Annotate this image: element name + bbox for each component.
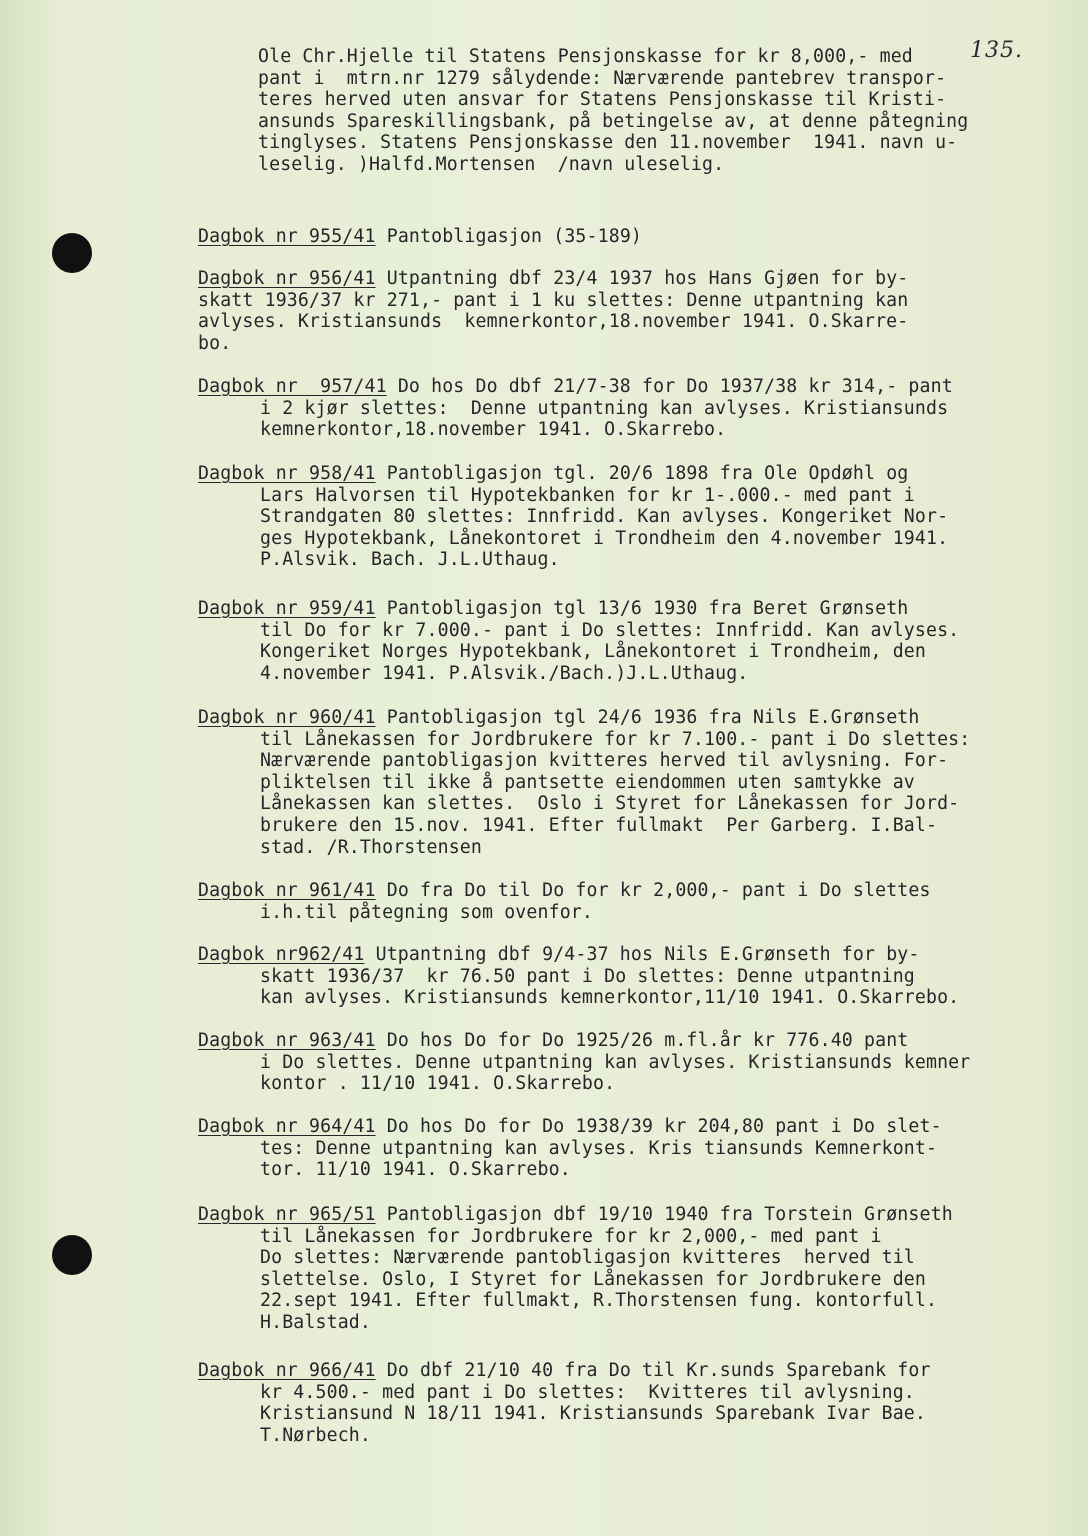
entry-line: tinglyses. Statens Pensjonskasse den 11.november 1941. navn u-: [258, 132, 958, 154]
entry-959: [198, 598, 1078, 684]
entry-962: [198, 944, 1078, 1009]
entry-line: T.Nørbech.: [260, 1424, 371, 1446]
entry-957: [198, 376, 1078, 441]
entry-line: kontor . 11/10 1941. O.Skarrebo.: [260, 1073, 616, 1095]
entry-line: skatt 1936/37 kr 271,- pant i 1 ku slettes: Denne utpantning kan: [198, 289, 909, 311]
entry-line: kan avlyses. Kristiansunds kemnerkontor,11/10 1941. O.Skarrebo.: [260, 987, 960, 1009]
punch-hole-top: [52, 233, 92, 273]
entry-965: [198, 1204, 1078, 1334]
entry-label: Dagbok nr 957/41: [198, 376, 387, 397]
entry-line: tor. 11/10 1941. O.Skarrebo.: [260, 1159, 571, 1181]
entry-line: Do slettes: Nærværende pantobligasjon kvitteres herved til: [260, 1247, 915, 1269]
entry-line: Utpantning dbf 23/4 1937 hos Hans Gjøen for by-: [386, 268, 909, 289]
entry-line: Do fra Do til Do for kr 2,000,- pant i Do slettes: [386, 880, 931, 901]
entry-label: Dagbok nr962/41: [198, 944, 365, 965]
entry-line: pliktelsen til ikke å pantsette eiendommen uten samtykke av: [260, 771, 915, 793]
entry-line: teres herved uten ansvar for Statens Pensjonskasse til Kristi-: [258, 89, 947, 111]
entry-label: Dagbok nr 963/41: [198, 1030, 376, 1051]
entry-line: stad. /R.Thorstensen: [260, 836, 482, 858]
entry-line: til Lånekassen for Jordbrukere for kr 2,000,- med pant i: [260, 1225, 882, 1247]
entry-line: bo.: [198, 332, 232, 354]
entry-line: 4.november 1941. P.Alsvik./Bach.)J.L.Uthaug.: [260, 662, 749, 684]
entry-line: skatt 1936/37 kr 76.50 pant i Do slettes: Denne utpantning: [260, 965, 915, 987]
entry-line: ges Hypotekbank, Lånekontoret i Trondheim den 4.november 1941.: [260, 527, 949, 549]
entry-label: Dagbok nr 966/41: [198, 1360, 376, 1381]
entry-line: Do hos Do for Do 1938/39 kr 204,80 pant i Do slet-: [386, 1116, 942, 1137]
entry-960: [198, 707, 1078, 858]
entry-label: Dagbok nr 960/41: [198, 707, 376, 728]
entry-line: Pantobligasjon tgl 24/6 1936 fra Nils E.Grønseth: [386, 707, 920, 728]
entry-955: [198, 226, 1078, 248]
entry-964: [198, 1116, 1078, 1181]
entry-line: Ole Chr.Hjelle til Statens Pensjonskasse for kr 8,000,- med: [258, 46, 913, 67]
entry-958: [198, 463, 1078, 571]
entry-line: til Do for kr 7.000.- pant i Do slettes: Innfridd. Kan avlyses.: [260, 619, 960, 641]
entry-966: [198, 1360, 1078, 1446]
entry-line: Pantobligasjon dbf 19/10 1940 fra Torstein Grønseth: [386, 1204, 953, 1225]
entry-line: brukere den 15.nov. 1941. Efter fullmakt Per Garberg. I.Bal-: [260, 814, 938, 836]
entry-line: avlyses. Kristiansunds kemnerkontor,18.november 1941. O.Skarre-: [198, 311, 909, 333]
entry-line: Lars Halvorsen til Hypotekbanken for kr 1-.000.- med pant i: [260, 484, 915, 506]
page-number: 135.: [970, 38, 1023, 63]
entry-line: pant i mtrn.nr 1279 sålydende: Nærværende pantebrev transpor-: [258, 67, 947, 89]
entry-line: Pantobligasjon (35-189): [386, 226, 643, 247]
entry-line: i Do slettes. Denne utpantning kan avlyses. Kristiansunds kemner: [260, 1051, 971, 1073]
entry-label: Dagbok nr 958/41: [198, 463, 376, 484]
entry-line: Kristiansund N 18/11 1941. Kristiansunds Sparebank Ivar Bae.: [260, 1403, 926, 1425]
entry-label: Dagbok nr 959/41: [198, 598, 376, 619]
entry-line: slettelse. Oslo, I Styret for Lånekassen for Jordbrukere den: [260, 1268, 926, 1290]
entry-line: Pantobligasjon tgl 13/6 1930 fra Beret Grønseth: [386, 598, 909, 619]
entry-continuation: [258, 46, 1078, 176]
entry-line: tes: Denne utpantning kan avlyses. Kris tiansunds Kemnerkont-: [260, 1137, 938, 1159]
entry-line: Do hos Do dbf 21/7-38 for Do 1937/38 kr 314,- pant: [397, 376, 953, 397]
entry-label: Dagbok nr 956/41: [198, 268, 376, 289]
entry-line: Strandgaten 80 slettes: Innfridd. Kan avlyses. Kongeriket Nor-: [260, 506, 949, 528]
entry-line: P.Alsvik. Bach. J.L.Uthaug.: [260, 549, 560, 571]
entry-956: [198, 268, 1078, 354]
entry-line: H.Balstad.: [260, 1311, 371, 1333]
entry-line: kr 4.500.- med pant i Do slettes: Kvitteres til avlysning.: [260, 1381, 915, 1403]
entry-line: 22.sept 1941. Efter fullmakt, R.Thorstensen fung. kontorfull.: [260, 1290, 938, 1312]
entry-line: Nærværende pantobligasjon kvitteres herved til avlysning. For-: [260, 750, 949, 772]
entry-line: leselig. )Halfd.Mortensen /navn uleselig.: [258, 153, 725, 175]
entry-line: kemnerkontor,18.november 1941. O.Skarrebo.: [260, 419, 727, 441]
entry-line: Utpantning dbf 9/4-37 hos Nils E.Grønseth for by-: [375, 944, 920, 965]
entry-label: Dagbok nr 955/41: [198, 226, 376, 247]
entry-line: Kongeriket Norges Hypotekbank, Lånekontoret i Trondheim, den: [260, 641, 926, 663]
entry-line: i 2 kjør slettes: Denne utpantning kan avlyses. Kristiansunds: [260, 397, 949, 419]
entry-line: til Lånekassen for Jordbrukere for kr 7.100.- pant i Do slettes:: [260, 728, 971, 750]
entry-line: Do hos Do for Do 1925/26 m.fl.år kr 776.40 pant: [386, 1030, 909, 1051]
entry-label: Dagbok nr 961/41: [198, 880, 376, 901]
entry-line: Lånekassen kan slettes. Oslo i Styret for Lånekassen for Jord-: [260, 793, 960, 815]
punch-hole-bottom: [52, 1235, 92, 1275]
entry-963: [198, 1030, 1078, 1095]
entry-label: Dagbok nr 964/41: [198, 1116, 376, 1137]
entry-label: Dagbok nr 965/51: [198, 1204, 376, 1225]
entry-line: Do dbf 21/10 40 fra Do til Kr.sunds Sparebank for: [386, 1360, 931, 1381]
entry-961: [198, 880, 1078, 923]
entry-line: ansunds Spareskillingsbank, på betingelse av, at denne påtegning: [258, 110, 969, 132]
entry-line: i.h.til påtegning som ovenfor.: [260, 901, 593, 923]
entry-line: Pantobligasjon tgl. 20/6 1898 fra Ole Opdøhl og: [386, 463, 909, 484]
